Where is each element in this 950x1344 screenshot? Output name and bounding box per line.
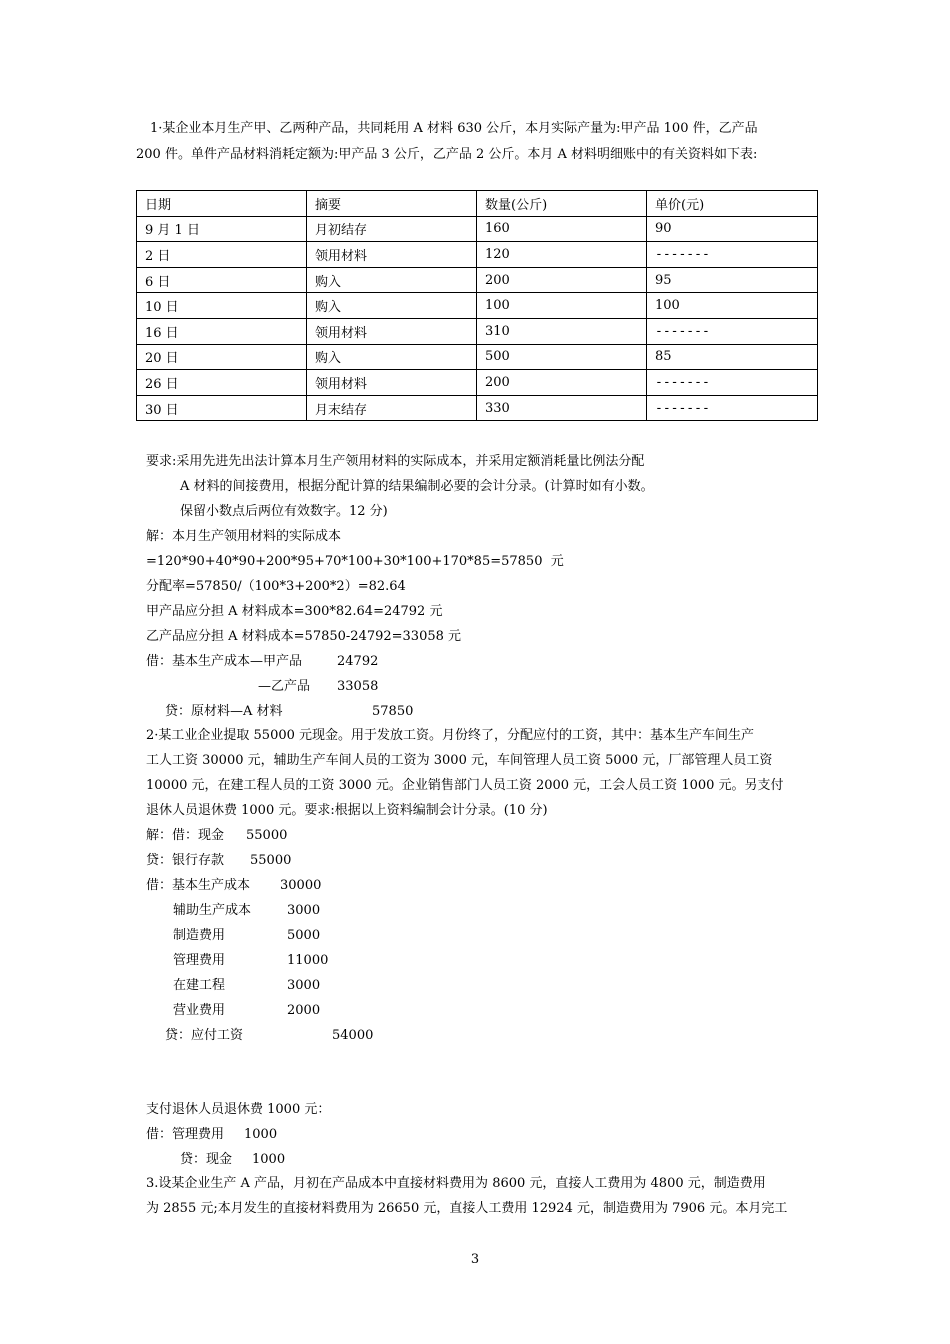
q2-line-2: 工人工资 30000 元，辅助生产车间人员的工资为 3000 元，车间管理人员工资 5000 元，厂部管理人员工资 (146, 753, 773, 768)
material-ledger-table (136, 190, 818, 421)
cell-date: 2 日 (137, 242, 307, 268)
cell-date: 16 日 (137, 318, 307, 344)
table-row (137, 395, 818, 421)
header-unit-price: 单价(元) (647, 191, 818, 217)
header-quantity: 数量(公斤) (477, 191, 647, 217)
cell-quantity: 200 (477, 267, 647, 293)
q2-item-amount: 3000 (287, 903, 321, 918)
q1-solution-line-5: 乙产品应分担 A 材料成本=57850-24792=33058 元 (146, 629, 462, 644)
table-header-row (137, 191, 818, 217)
cell-quantity: 330 (477, 395, 647, 421)
cell-summary: 购入 (307, 267, 477, 293)
header-date: 日期 (137, 191, 307, 217)
q3-line-2: 为 2855 元;本月发生的直接材料费用为 26650 元，直接人工费用 12924 元，制造费用为 7906 元。本月完工 (146, 1201, 788, 1216)
q2-solution-1-label: 解：借：现金 (146, 828, 225, 843)
q2-pay-debit-amount: 1000 (244, 1127, 278, 1142)
header-summary: 摘要 (307, 191, 477, 217)
q1-requirement-line-1: 要求:采用先进先出法计算本月生产领用材料的实际成本，并采用定额消耗量比例法分配 (146, 454, 645, 469)
cell-summary: 领用材料 (307, 242, 477, 268)
q1-solution-line-3: 分配率=57850/（100*3+200*2）=82.64 (146, 579, 406, 594)
q3-line-1: 3.设某企业生产 A 产品，月初在产品成本中直接材料费用为 8600 元，直接人工费用为 4800 元，制造费用 (146, 1176, 766, 1191)
cell-summary: 领用材料 (307, 370, 477, 396)
table-row (137, 293, 818, 319)
q2-pay-line: 支付退休人员退休费 1000 元： (146, 1102, 331, 1117)
q2-pay-debit-label: 借：管理费用 (146, 1127, 225, 1142)
q1-intro-line-2: 200 件。单件产品材料消耗定额为:甲产品 3 公斤，乙产品 2 公斤。本月 A 材料明细账中的有关资料如下表: (136, 147, 758, 162)
cell-date: 20 日 (137, 344, 307, 370)
cell-unit-price: ------- (647, 318, 818, 344)
cell-quantity: 120 (477, 242, 647, 268)
q2-line-1: 2·某工业企业提取 55000 元现金。用于发放工资。月份终了，分配应付的工资，其中：基本生产车间生产 (146, 728, 755, 743)
q2-debit-amount: 30000 (280, 878, 322, 893)
table-row (137, 370, 818, 396)
cell-unit-price: ------- (647, 395, 818, 421)
q2-item-amount: 11000 (287, 953, 329, 968)
cell-unit-price: 100 (647, 293, 818, 319)
q2-credit-amount: 54000 (332, 1028, 374, 1043)
cell-summary: 月初结存 (307, 216, 477, 242)
cell-summary: 月末结存 (307, 395, 477, 421)
cell-quantity: 160 (477, 216, 647, 242)
q1-entry-debit-label: 借：基本生产成本—甲产品 (146, 654, 303, 669)
cell-unit-price: ------- (647, 242, 818, 268)
q2-item-label: 辅助生产成本 (173, 903, 252, 918)
cell-date: 30 日 (137, 395, 307, 421)
q2-pay-credit-label: 贷：现金 (180, 1152, 233, 1167)
cell-unit-price: 85 (647, 344, 818, 370)
cell-unit-price: ------- (647, 370, 818, 396)
q1-entry-debit-amount-1: 24792 (337, 654, 379, 669)
table-row (137, 344, 818, 370)
q2-item-label: 在建工程 (173, 978, 226, 993)
cell-quantity: 500 (477, 344, 647, 370)
q2-solution-2-amount: 55000 (250, 853, 292, 868)
q1-entry-debit-amount-2: 33058 (337, 679, 379, 694)
q1-requirement-line-2: A 材料的间接费用，根据分配计算的结果编制必要的会计分录。(计算时如有小数。 (180, 479, 654, 494)
q2-item-amount: 5000 (287, 928, 321, 943)
cell-summary: 领用材料 (307, 318, 477, 344)
cell-date: 10 日 (137, 293, 307, 319)
table-row (137, 267, 818, 293)
cell-date: 9 月 1 日 (137, 216, 307, 242)
page-number: 3 (470, 1252, 480, 1267)
cell-date: 6 日 (137, 267, 307, 293)
q2-credit-label: 贷：应付工资 (165, 1028, 244, 1043)
q2-item-label: 制造费用 (173, 928, 226, 943)
q2-solution-1-amount: 55000 (246, 828, 288, 843)
q2-pay-credit-amount: 1000 (252, 1152, 286, 1167)
table-row (137, 216, 818, 242)
cell-summary: 购入 (307, 293, 477, 319)
table-row (137, 242, 818, 268)
q2-line-4: 退休人员退休费 1000 元。要求:根据以上资料编制会计分录。(10 分) (146, 803, 548, 818)
cell-quantity: 100 (477, 293, 647, 319)
cell-date: 26 日 (137, 370, 307, 396)
cell-unit-price: 90 (647, 216, 818, 242)
cell-quantity: 200 (477, 370, 647, 396)
q2-line-3: 10000 元，在建工程人员的工资 3000 元。企业销售部门人员工资 2000 元，工会人员工资 1000 元。另支付 (146, 778, 784, 793)
q1-intro-line-1: 1·某企业本月生产甲、乙两种产品，共同耗用 A 材料 630 公斤，本月实际产量为:甲产品 100 件，乙产品 (150, 121, 758, 136)
q2-item-amount: 2000 (287, 1003, 321, 1018)
q2-item-label: 管理费用 (173, 953, 226, 968)
q1-requirement-line-3: 保留小数点后两位有效数字。12 分) (180, 504, 388, 519)
table-row (137, 318, 818, 344)
q1-solution-line-4: 甲产品应分担 A 材料成本=300*82.64=24792 元 (146, 604, 443, 619)
q2-item-amount: 3000 (287, 978, 321, 993)
q1-solution-line-1: 解：本月生产领用材料的实际成本 (146, 529, 342, 544)
q2-debit-label: 借：基本生产成本 (146, 878, 251, 893)
cell-summary: 购入 (307, 344, 477, 370)
q2-item-label: 营业费用 (173, 1003, 226, 1018)
cell-unit-price: 95 (647, 267, 818, 293)
q1-entry-debit-sub-2: —乙产品 (258, 679, 311, 694)
q2-solution-2-label: 贷：银行存款 (146, 853, 225, 868)
q1-entry-credit-label: 贷：原材料—A 材料 (165, 704, 283, 719)
cell-quantity: 310 (477, 318, 647, 344)
q1-entry-credit-amount: 57850 (372, 704, 414, 719)
q1-solution-line-2: =120*90+40*90+200*95+70*100+30*100+170*85=57850 元 (146, 554, 564, 569)
